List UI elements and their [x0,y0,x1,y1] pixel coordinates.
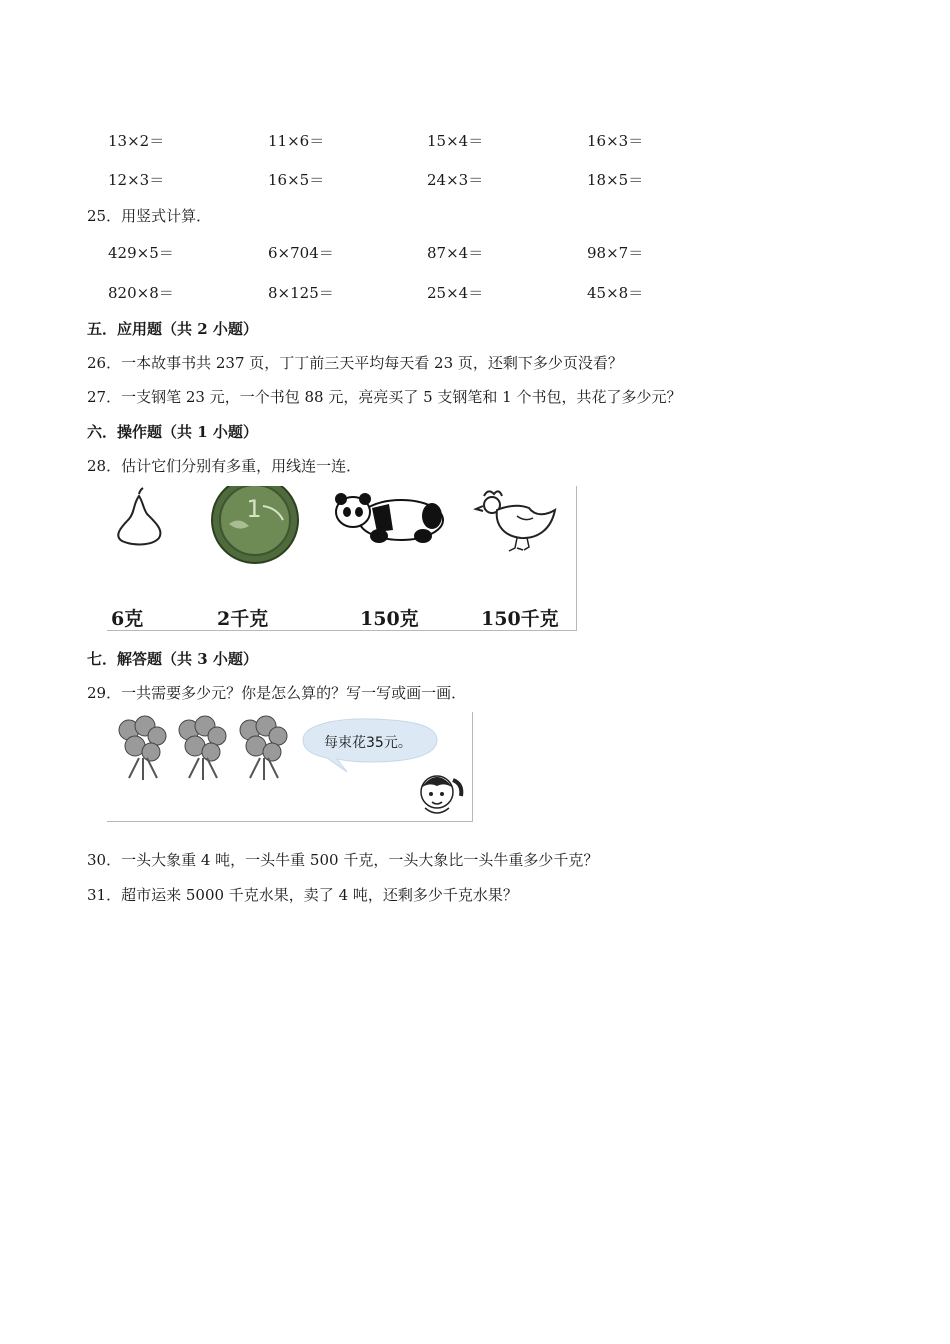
calc-item: 45×8＝ [587,284,644,302]
weight-label: 150克 [360,608,419,630]
weight-label: 2千克 [217,608,269,630]
calc-item: 18×5＝ [587,171,644,189]
speech-text: 每束花35元。 [324,735,412,751]
chicken-icon [476,491,555,551]
flower-bouquet-icon [119,716,166,780]
calc-item: 429×5＝ [108,244,174,262]
calc-item: 15×4＝ [427,132,484,150]
section-heading: 七．解答题（共 3 小题） [87,650,258,668]
calc-item: 16×3＝ [587,132,644,150]
calc-item: 25×4＝ [427,284,484,302]
calc-item: 16×5＝ [268,171,325,189]
calc-item: 98×7＝ [587,244,644,262]
calc-item: 6×704＝ [268,244,334,262]
weight-label: 150千克 [481,608,559,630]
pear-icon [118,488,160,544]
calc-item: 8×125＝ [268,284,334,302]
question-30: 30．一头大象重 4 吨，一头牛重 500 千克，一头大象比一头牛重多少千克？ [87,851,599,869]
flower-price-figure [107,712,473,822]
girl-icon [421,776,461,813]
question-31: 31．超市运来 5000 千克水果，卖了 4 吨，还剩多少千克水果？ [87,886,518,904]
flower-bouquet-icon [240,716,287,780]
coin-icon [212,486,298,563]
flower-illustrations [107,712,472,821]
section-heading: 六．操作题（共 1 小题） [87,423,258,441]
question-25: 25．用竖式计算． [87,207,212,225]
question-26: 26．一本故事书共 237 页，丁丁前三天平均每天看 23 页，还剩下多少页没看？ [87,354,623,372]
section-heading: 五．应用题（共 2 小题） [87,320,258,338]
weight-label: 6克 [111,608,144,630]
calc-item: 24×3＝ [427,171,484,189]
question-28: 28．估计它们分别有多重，用线连一连． [87,457,362,475]
panda-icon [335,493,443,543]
calc-item: 12×3＝ [108,171,165,189]
calc-item: 13×2＝ [108,132,165,150]
question-27: 27．一支钢笔 23 元，一个书包 88 元，亮亮买了 5 支钢笔和 1 个书包，共花了多少元？ [87,388,682,406]
flower-bouquet-icon [179,716,226,780]
svg-text:1: 1 [246,495,262,523]
calc-item: 87×4＝ [427,244,484,262]
question-29: 29．一共需要多少元？你是怎么算的？写一写或画一画． [87,684,467,702]
calc-item: 11×6＝ [268,132,325,150]
weight-matching-figure [107,486,577,631]
calc-item: 820×8＝ [108,284,174,302]
